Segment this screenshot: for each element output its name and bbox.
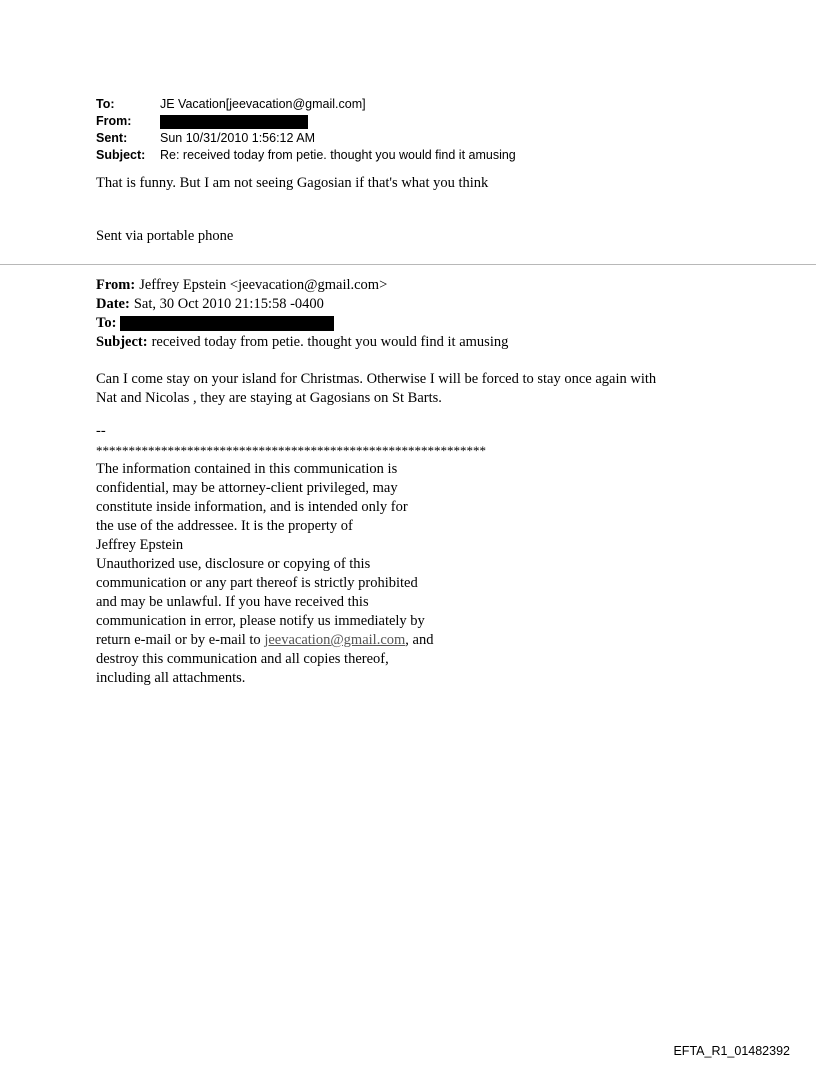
disclaimer-line: communication in error, please notify us immediately by (96, 613, 425, 629)
divider (0, 264, 816, 265)
quoted-from-label: From: (96, 277, 136, 293)
header-from-row (96, 113, 516, 130)
document-id: EFTA_R1_01482392 (673, 1044, 790, 1058)
disclaimer-line: including all attachments. (96, 670, 246, 686)
quoted-to-label: To: (96, 315, 117, 331)
disclaimer-line: confidential, may be attorney-client privileged, may (96, 480, 398, 496)
header-to-row (96, 96, 516, 113)
quoted-from-row (96, 276, 508, 295)
quoted-body (96, 370, 656, 408)
to-label: To: (96, 97, 115, 111)
header-sent-row (96, 130, 516, 147)
disclaimer-line: Jeffrey Epstein (96, 537, 184, 553)
quoted-header (96, 276, 508, 352)
quoted-subject-label: Subject: (96, 334, 148, 350)
from-redaction (160, 115, 308, 129)
sent-label: Sent: (96, 131, 128, 145)
disclaimer (96, 422, 486, 688)
disclaimer-line: and may be unlawful. If you have received this (96, 594, 369, 610)
quoted-to-redaction (120, 316, 334, 331)
sent-value: Sun 10/31/2010 1:56:12 AM (160, 131, 315, 145)
disclaimer-line-email (96, 631, 486, 650)
disclaimer-email-prefix: return e-mail or by e-mail to (96, 632, 265, 648)
disclaimer-line: constitute inside information, and is intended only for (96, 499, 408, 515)
disclaimer-line: Unauthorized use, disclosure or copying of this (96, 556, 371, 572)
disclaimer-line: communication or any part thereof is strictly prohibited (96, 575, 418, 591)
reply-body: That is funny. But I am not seeing Gagosian if that's what you think (96, 175, 489, 191)
reply-signature: Sent via portable phone (96, 228, 234, 244)
quoted-subject-value: received today from petie. thought you would find it amusing (151, 334, 509, 350)
quoted-body-line: Nat and Nicolas , they are staying at Gagosians on St Barts. (96, 390, 442, 406)
email-header (96, 96, 516, 164)
disclaimer-email-link[interactable]: jeevacation@gmail.com (264, 632, 406, 648)
quoted-date-value: Sat, 30 Oct 2010 21:15:58 -0400 (133, 296, 324, 312)
subject-value: Re: received today from petie. thought you would find it amusing (160, 148, 516, 162)
disclaimer-email-suffix: , and (405, 632, 434, 648)
disclaimer-stars: ************************************************************ (96, 443, 486, 458)
disclaimer-line: the use of the addressee. It is the property of (96, 518, 353, 534)
subject-label: Subject: (96, 148, 146, 162)
quoted-to-row (96, 314, 508, 333)
quoted-date-label: Date: (96, 296, 130, 312)
header-subject-row (96, 147, 516, 164)
disclaimer-dashes: -- (96, 423, 106, 439)
quoted-from-value: Jeffrey Epstein <jeevacation@gmail.com> (139, 277, 388, 293)
from-label: From: (96, 114, 132, 128)
to-value: JE Vacation[jeevacation@gmail.com] (160, 97, 366, 111)
disclaimer-line: destroy this communication and all copies thereof, (96, 651, 389, 667)
quoted-subject-row (96, 333, 508, 352)
disclaimer-line: The information contained in this communication is (96, 461, 398, 477)
quoted-date-row (96, 295, 508, 314)
quoted-body-line: Can I come stay on your island for Christmas. Otherwise I will be forced to stay once again with (96, 371, 657, 387)
